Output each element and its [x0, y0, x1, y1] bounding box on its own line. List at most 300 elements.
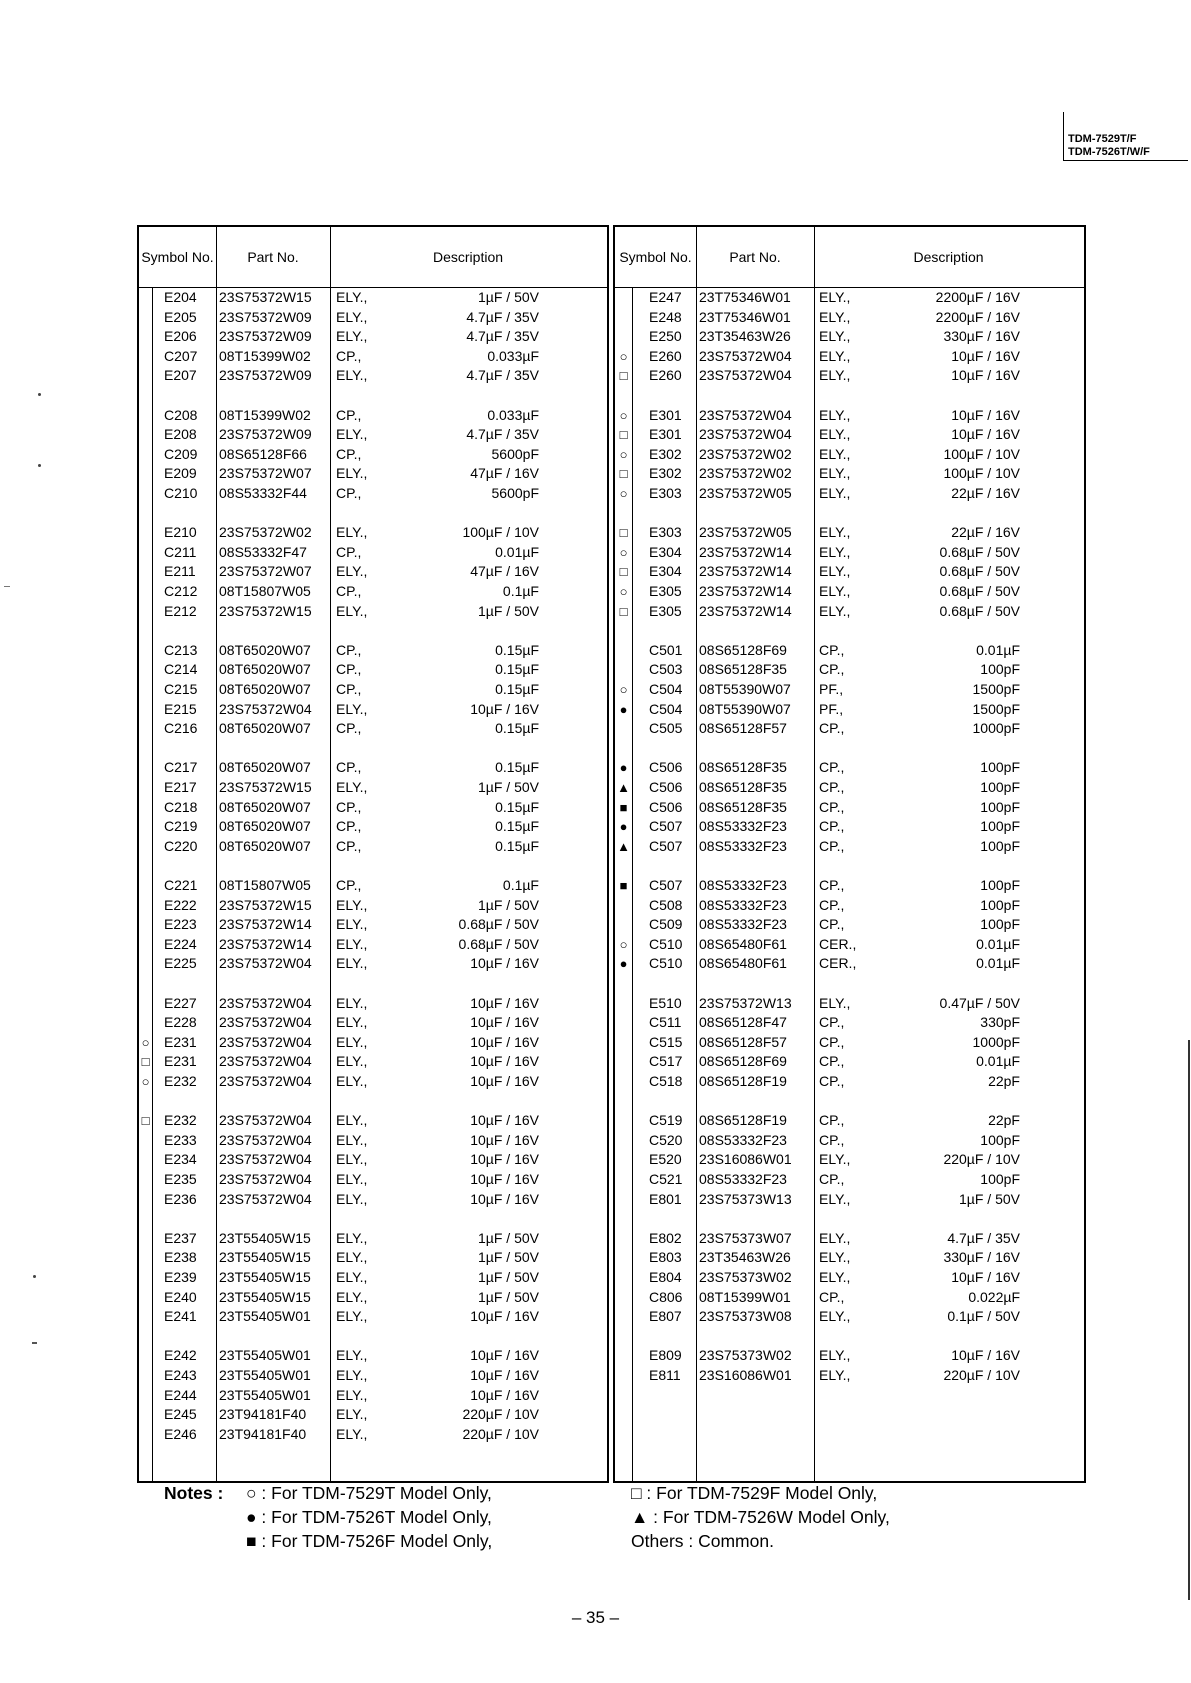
- row-type: ELY.,: [819, 1269, 851, 1285]
- row-part-no: 23S75372W02: [699, 465, 792, 482]
- row-value: 1500pF: [972, 700, 1020, 717]
- row-type: ELY.,: [336, 367, 368, 384]
- row-part-no: 23S75372W04: [219, 1073, 312, 1089]
- table-row: [615, 876, 1084, 896]
- parts-table-right: [613, 225, 1086, 1483]
- row-symbol: C509: [649, 916, 683, 933]
- row-mark: ▲: [617, 780, 630, 795]
- row-part-no: 23S75372W04: [699, 347, 792, 364]
- row-part-no: 08S65480F61: [699, 955, 787, 972]
- row-part-no: 08S65128F57: [699, 720, 787, 737]
- table-row: [615, 778, 1084, 798]
- scan-edge: [1188, 1040, 1190, 1600]
- header-description: Description: [432, 249, 504, 265]
- row-type: ELY.,: [819, 1229, 851, 1246]
- row-part-no: 08T15399W02: [219, 347, 311, 364]
- scan-speck: [33, 1275, 36, 1278]
- row-type: CP.,: [819, 1053, 845, 1070]
- scan-speck: [38, 393, 41, 396]
- row-part-no: 23S75372W09: [219, 308, 312, 325]
- row-type: ELY.,: [819, 1308, 851, 1325]
- row-part-no: 23S75373W02: [699, 1347, 792, 1364]
- table-row: [615, 1307, 1084, 1327]
- table-row: [139, 798, 607, 818]
- row-value: 10µF / 16V: [951, 347, 1020, 364]
- row-symbol: E811: [649, 1367, 681, 1383]
- row-value: 330µF / 16V: [943, 1249, 1020, 1266]
- row-value: 220µF / 10V: [462, 1406, 539, 1423]
- row-symbol: C504: [649, 700, 683, 717]
- row-value: 0.68µF / 50V: [939, 583, 1020, 599]
- row-symbol: E510: [649, 994, 682, 1011]
- table-row: [139, 425, 607, 445]
- row-value: 100µF / 10V: [462, 524, 539, 541]
- row-symbol: C219: [164, 818, 198, 835]
- row-part-no: 23S75372W14: [699, 583, 792, 599]
- row-symbol: E303: [649, 485, 682, 501]
- row-mark: ○: [619, 682, 628, 697]
- row-type: ELY.,: [336, 426, 368, 443]
- row-type: CP.,: [819, 720, 845, 737]
- row-symbol: E235: [164, 1171, 197, 1187]
- row-part-no: 23S75372W05: [699, 524, 792, 541]
- table-row: [615, 288, 1084, 308]
- row-mark: ○: [141, 1034, 150, 1050]
- row-symbol: E802: [649, 1229, 682, 1246]
- note-item: ▲ : For TDM-7526W Model Only,: [631, 1507, 890, 1527]
- row-part-no: 23S75372W04: [219, 1171, 312, 1187]
- row-type: ELY.,: [336, 779, 368, 795]
- table-row: [139, 1425, 607, 1445]
- row-mark: □: [619, 368, 628, 384]
- row-part-no: 23T94181F40: [219, 1425, 307, 1442]
- row-mark: ●: [619, 760, 628, 776]
- row-symbol: E234: [164, 1151, 197, 1168]
- row-value: 1µF / 50V: [959, 1190, 1020, 1207]
- row-part-no: 23S75372W14: [699, 543, 792, 560]
- notes-column-2: [631, 1481, 890, 1553]
- table-row: [615, 1072, 1084, 1092]
- row-type: ELY.,: [819, 524, 851, 541]
- row-symbol: E231: [164, 1053, 197, 1070]
- row-part-no: 23S75372W04: [219, 700, 312, 717]
- table-row: [615, 1033, 1084, 1053]
- row-symbol: E225: [164, 955, 197, 972]
- row-symbol: E237: [164, 1229, 197, 1246]
- row-part-no: 08T65020W07: [219, 818, 311, 835]
- row-part-no: 23S75372W09: [219, 367, 312, 384]
- row-value: 0.15µF: [495, 759, 539, 776]
- row-mark: □: [619, 427, 628, 443]
- table-row: [615, 1111, 1084, 1131]
- row-value: 2200µF / 16V: [935, 289, 1020, 305]
- header-part-no: Part No.: [247, 249, 299, 265]
- row-part-no: 23T55405W01: [219, 1308, 311, 1325]
- row-part-no: 23S75373W07: [699, 1229, 792, 1246]
- row-type: ELY.,: [336, 1308, 368, 1325]
- row-type: ELY.,: [819, 308, 851, 325]
- row-part-no: 23S75372W04: [219, 1014, 312, 1031]
- table-row: [139, 1346, 607, 1366]
- row-value: 10µF / 16V: [470, 1131, 539, 1148]
- row-value: 0.15µF: [495, 837, 539, 854]
- row-type: CP.,: [819, 1171, 845, 1187]
- row-value: 47µF / 16V: [470, 465, 539, 482]
- table-row: [139, 562, 607, 582]
- row-part-no: 23S75372W07: [219, 465, 312, 482]
- row-value: 0.01µF: [495, 543, 539, 560]
- table-row: [139, 602, 607, 622]
- row-value: 10µF / 16V: [951, 1347, 1020, 1364]
- row-value: 220µF / 10V: [943, 1151, 1020, 1168]
- row-type: ELY.,: [336, 955, 368, 972]
- row-value: 10µF / 16V: [470, 1347, 539, 1364]
- table-row: [139, 758, 607, 778]
- row-value: 5600pF: [491, 485, 539, 501]
- row-value: 330µF / 16V: [943, 328, 1020, 345]
- row-value: 0.1µF: [502, 877, 539, 893]
- row-mark: ○: [141, 1074, 150, 1089]
- table-row: [615, 327, 1084, 347]
- row-type: CP.,: [336, 347, 362, 364]
- row-part-no: 23S16086W01: [699, 1151, 792, 1168]
- row-type: CP.,: [336, 837, 362, 854]
- row-part-no: 23T55405W15: [219, 1269, 311, 1285]
- row-type: CP.,: [819, 1288, 845, 1305]
- row-part-no: 23S75372W04: [219, 1033, 312, 1050]
- row-type: CP.,: [819, 1112, 845, 1129]
- header-description: Description: [913, 249, 984, 265]
- row-part-no: 08S65128F66: [219, 445, 307, 462]
- row-part-no: 08S65128F69: [699, 1053, 787, 1070]
- row-type: ELY.,: [336, 1229, 368, 1246]
- table-row: [139, 1248, 607, 1268]
- row-part-no: 23S75372W14: [699, 602, 792, 619]
- row-symbol: E222: [164, 896, 197, 913]
- row-part-no: 23T55405W01: [219, 1347, 311, 1364]
- row-symbol: E246: [164, 1425, 197, 1442]
- row-value: 0.01µF: [976, 1053, 1020, 1070]
- row-mark: ●: [619, 701, 628, 717]
- row-type: ELY.,: [336, 563, 368, 580]
- row-type: ELY.,: [819, 1347, 851, 1364]
- row-value: 0.15µF: [495, 798, 539, 815]
- row-type: ELY.,: [336, 916, 368, 933]
- row-part-no: 08S53332F23: [699, 1171, 787, 1187]
- row-symbol: E301: [649, 426, 682, 443]
- row-symbol: E245: [164, 1406, 197, 1423]
- parts-table-left: [137, 225, 609, 1483]
- row-value: 100µF / 10V: [943, 465, 1020, 482]
- row-part-no: 23T55405W01: [219, 1367, 311, 1383]
- row-type: CP.,: [336, 543, 362, 560]
- row-symbol: E801: [649, 1190, 682, 1207]
- table-row: [139, 1386, 607, 1406]
- table-row: [615, 1268, 1084, 1288]
- row-mark: ○: [619, 407, 628, 423]
- row-value: 0.033µF: [487, 347, 539, 364]
- row-symbol: E206: [164, 328, 197, 345]
- row-symbol: E248: [649, 308, 682, 325]
- table-row: [139, 1229, 607, 1249]
- row-part-no: 08S53332F23: [699, 818, 787, 835]
- row-value: 10µF / 16V: [470, 994, 539, 1011]
- row-value: 100pF: [980, 896, 1020, 913]
- row-symbol: C501: [649, 641, 683, 658]
- row-type: ELY.,: [819, 347, 851, 364]
- row-mark: □: [141, 1054, 150, 1070]
- row-symbol: E247: [649, 289, 682, 305]
- row-value: 10µF / 16V: [951, 367, 1020, 384]
- row-symbol: C217: [164, 759, 198, 776]
- row-type: CP.,: [819, 818, 845, 835]
- row-symbol: E241: [164, 1308, 197, 1325]
- row-part-no: 23T35463W26: [699, 328, 791, 345]
- row-symbol: E520: [649, 1151, 682, 1168]
- row-value: 220µF / 10V: [462, 1425, 539, 1442]
- row-part-no: 23T75346W01: [699, 308, 791, 325]
- table-row: [139, 1013, 607, 1033]
- row-mark: ○: [619, 544, 628, 560]
- row-type: ELY.,: [819, 602, 851, 619]
- row-value: 100pF: [980, 877, 1020, 893]
- row-mark: ■: [619, 878, 628, 893]
- note-item: ○ : For TDM-7529T Model Only,: [246, 1483, 492, 1503]
- row-value: 10µF / 16V: [470, 955, 539, 972]
- row-type: ELY.,: [819, 563, 851, 580]
- row-symbol: E303: [649, 524, 682, 541]
- row-mark: □: [619, 603, 628, 619]
- row-type: ELY.,: [819, 543, 851, 560]
- header-symbol: Symbol No.: [141, 249, 214, 265]
- table-row: [139, 876, 607, 896]
- row-symbol: E231: [164, 1033, 197, 1050]
- row-symbol: E302: [649, 445, 682, 462]
- table-header: [139, 227, 607, 288]
- row-part-no: 08T15399W02: [219, 406, 311, 423]
- row-symbol: C507: [649, 818, 683, 835]
- row-value: 100µF / 10V: [943, 445, 1020, 462]
- row-part-no: 08T65020W07: [219, 837, 311, 854]
- row-part-no: 23S75373W13: [699, 1190, 792, 1207]
- table-row: [139, 778, 607, 798]
- row-value: 10µF / 16V: [470, 1171, 539, 1187]
- row-part-no: 08S65128F57: [699, 1033, 787, 1050]
- row-type: ELY.,: [819, 1249, 851, 1266]
- row-type: ELY.,: [336, 1014, 368, 1031]
- row-value: 0.68µF / 50V: [939, 602, 1020, 619]
- row-part-no: 23S75372W09: [219, 426, 312, 443]
- row-value: 1µF / 50V: [478, 602, 539, 619]
- row-type: ELY.,: [336, 1112, 368, 1129]
- row-part-no: 23S75372W05: [699, 485, 792, 501]
- row-symbol: C806: [649, 1288, 683, 1305]
- table-row: [139, 1052, 607, 1072]
- table-row: [615, 582, 1084, 602]
- row-symbol: E250: [649, 328, 682, 345]
- row-symbol: E228: [164, 1014, 197, 1031]
- row-value: 100pF: [980, 1131, 1020, 1148]
- row-symbol: E260: [649, 347, 682, 364]
- row-value: 10µF / 16V: [470, 1190, 539, 1207]
- row-symbol: C517: [649, 1053, 683, 1070]
- row-type: ELY.,: [336, 1406, 368, 1423]
- row-symbol: E244: [164, 1386, 197, 1403]
- row-type: ELY.,: [336, 896, 368, 913]
- table-row: [615, 1229, 1084, 1249]
- row-type: ELY.,: [336, 602, 368, 619]
- row-value: 0.15µF: [495, 720, 539, 737]
- scan-speck: [32, 1342, 37, 1344]
- row-type: CP.,: [336, 485, 362, 501]
- row-symbol: C518: [649, 1073, 683, 1089]
- row-symbol: E243: [164, 1367, 197, 1383]
- row-symbol: C220: [164, 837, 198, 854]
- row-value: 10µF / 16V: [951, 1269, 1020, 1285]
- row-type: CER.,: [819, 955, 857, 972]
- row-mark: ●: [619, 819, 628, 835]
- row-part-no: 08S65128F69: [699, 641, 787, 658]
- table-row: [139, 915, 607, 935]
- model-tag: [1063, 112, 1188, 161]
- table-row: [615, 935, 1084, 955]
- row-part-no: 08T15807W05: [219, 877, 311, 893]
- table-row: [139, 660, 607, 680]
- table-row: [615, 1170, 1084, 1190]
- row-type: ELY.,: [336, 1131, 368, 1148]
- row-type: ELY.,: [336, 1386, 368, 1403]
- row-symbol: E212: [164, 602, 197, 619]
- table-row: [139, 582, 607, 602]
- table-row: [615, 366, 1084, 386]
- row-part-no: 23T55405W15: [219, 1229, 311, 1246]
- table-row: [139, 1288, 607, 1308]
- row-mark: ■: [619, 799, 628, 815]
- row-type: ELY.,: [819, 406, 851, 423]
- row-part-no: 23S16086W01: [699, 1367, 792, 1383]
- row-symbol: E232: [164, 1112, 197, 1129]
- row-part-no: 08S53332F23: [699, 896, 787, 913]
- row-symbol: E227: [164, 994, 197, 1011]
- row-part-no: 08S65128F35: [699, 661, 787, 678]
- row-value: 2200µF / 16V: [935, 308, 1020, 325]
- row-part-no: 08T65020W07: [219, 720, 311, 737]
- row-symbol: C218: [164, 798, 198, 815]
- table-row: [615, 1366, 1084, 1386]
- row-part-no: 23S75372W15: [219, 289, 312, 305]
- row-type: ELY.,: [336, 1425, 368, 1442]
- row-part-no: 08T65020W07: [219, 661, 311, 678]
- row-type: CP.,: [819, 877, 845, 893]
- row-part-no: 08S53332F23: [699, 837, 787, 854]
- table-row: [139, 366, 607, 386]
- row-part-no: 23S75372W04: [219, 1190, 312, 1207]
- table-row: [615, 1052, 1084, 1072]
- row-part-no: 23S75372W07: [219, 563, 312, 580]
- row-type: CP.,: [819, 837, 845, 854]
- row-value: 5600pF: [491, 445, 539, 462]
- table-row: [615, 954, 1084, 974]
- row-value: 0.1µF / 50V: [947, 1308, 1020, 1325]
- notes-column-1: [246, 1481, 492, 1553]
- row-type: ELY.,: [336, 1288, 368, 1305]
- row-part-no: 23S75372W04: [219, 955, 312, 972]
- row-symbol: E240: [164, 1288, 197, 1305]
- table-row: [615, 798, 1084, 818]
- table-row: [139, 1072, 607, 1092]
- row-type: ELY.,: [336, 524, 368, 541]
- row-symbol: C507: [649, 877, 683, 893]
- row-type: ELY.,: [336, 935, 368, 952]
- table-row: [139, 896, 607, 916]
- table-row: [139, 817, 607, 837]
- row-value: 1µF / 50V: [478, 1288, 539, 1305]
- row-symbol: E301: [649, 406, 682, 423]
- row-symbol: E305: [649, 602, 682, 619]
- table-row: [615, 915, 1084, 935]
- row-symbol: E807: [649, 1308, 682, 1325]
- row-type: ELY.,: [336, 994, 368, 1011]
- row-part-no: 23S75372W09: [219, 328, 312, 345]
- row-symbol: E207: [164, 367, 197, 384]
- row-type: CP.,: [819, 896, 845, 913]
- row-symbol: E224: [164, 935, 197, 952]
- row-part-no: 23S75372W15: [219, 779, 312, 795]
- table-row: [615, 896, 1084, 916]
- row-part-no: 08S53332F47: [219, 543, 307, 560]
- row-symbol: C211: [164, 543, 197, 560]
- table-row: [139, 837, 607, 857]
- row-symbol: E236: [164, 1190, 197, 1207]
- model-line-1: TDM-7529T/F: [1068, 133, 1137, 145]
- note-item: □ : For TDM-7529F Model Only,: [631, 1483, 878, 1503]
- row-value: 0.15µF: [495, 818, 539, 835]
- row-part-no: 08T65020W07: [219, 759, 311, 776]
- row-part-no: 08S53332F23: [699, 1131, 787, 1148]
- table-row: [139, 641, 607, 661]
- table-row: [139, 543, 607, 563]
- row-part-no: 08S65128F35: [699, 779, 787, 795]
- row-symbol: C212: [164, 583, 198, 599]
- row-value: 0.68µF / 50V: [939, 563, 1020, 580]
- table-row: [615, 1013, 1084, 1033]
- row-type: CP.,: [336, 641, 362, 658]
- row-part-no: 23S75372W04: [219, 994, 312, 1011]
- row-type: ELY.,: [819, 583, 851, 599]
- header-symbol: Symbol No.: [619, 249, 692, 265]
- table-row: [615, 484, 1084, 504]
- row-type: CP.,: [819, 1014, 845, 1031]
- row-part-no: 08S65480F61: [699, 935, 787, 952]
- row-mark: ○: [619, 446, 628, 462]
- row-type: ELY.,: [336, 465, 368, 482]
- row-type: ELY.,: [819, 426, 851, 443]
- table-row: [615, 758, 1084, 778]
- row-type: ELY.,: [819, 485, 851, 501]
- row-part-no: 08S65128F35: [699, 798, 787, 815]
- row-value: 0.68µF / 50V: [939, 543, 1020, 560]
- table-row: [139, 1170, 607, 1190]
- row-symbol: E302: [649, 465, 682, 482]
- row-symbol: E217: [164, 779, 197, 795]
- row-value: 220µF / 10V: [943, 1367, 1020, 1383]
- row-part-no: 23S75372W04: [219, 1151, 312, 1168]
- row-part-no: 23S75372W02: [699, 445, 792, 462]
- row-symbol: E232: [164, 1073, 197, 1089]
- row-value: 4.7µF / 35V: [466, 308, 539, 325]
- row-part-no: 23S75372W14: [219, 935, 312, 952]
- row-value: 22pF: [988, 1073, 1020, 1089]
